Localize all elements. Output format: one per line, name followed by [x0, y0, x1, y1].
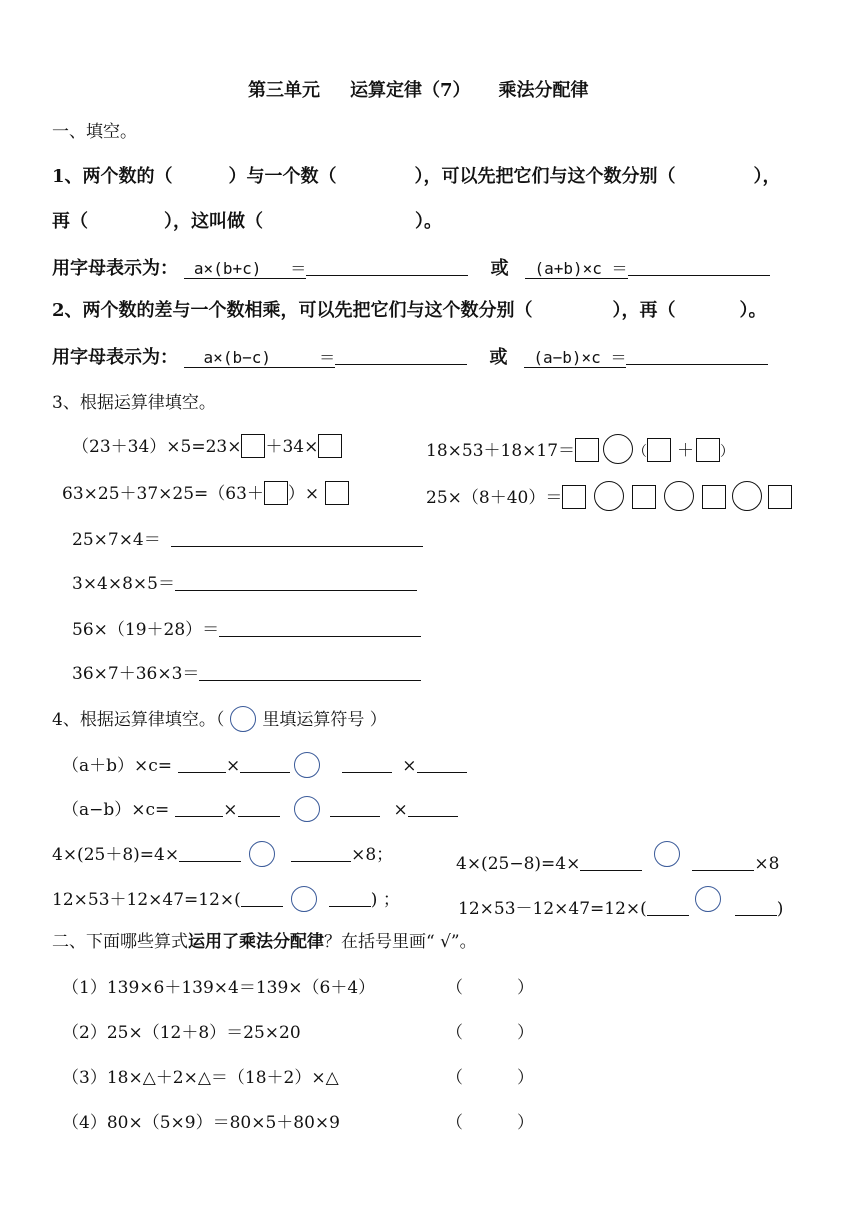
q4-row2: （a−b）×c= × × — [62, 796, 458, 822]
section2-item-2: （2）25×（12＋8）＝25×20 — [62, 1023, 301, 1043]
q3-calc-3: 56×（19＋28）＝ — [72, 616, 421, 642]
q2-formula-right: (a−b)×c ＝ — [533, 348, 627, 367]
blank-line[interactable] — [178, 752, 226, 773]
blank-line[interactable] — [408, 796, 458, 817]
blank-line[interactable] — [330, 796, 380, 817]
answer-box[interactable] — [325, 481, 349, 505]
blank-line[interactable] — [291, 841, 351, 862]
operator-circle[interactable] — [695, 886, 721, 912]
q3-row2-right: 25×（8＋40）＝ — [426, 481, 792, 511]
q4-row4-right: 12×53－12×47=12×( ) — [458, 886, 783, 921]
page-title — [248, 79, 589, 103]
answer-circle[interactable] — [732, 481, 762, 511]
circle-symbol-icon — [230, 706, 256, 732]
q1-formula: 用字母表示为： a×(b+c) ＝ 或 (a+b)×c ＝ — [52, 255, 770, 281]
check-paren-4[interactable]: （ ） — [446, 1113, 535, 1133]
q1-formula-right: (a+b)×c ＝ — [534, 259, 628, 278]
calc-answer-line[interactable] — [219, 616, 421, 637]
q4-row3-right: 4×(25−8)=4× ×8 — [456, 841, 779, 876]
check-paren-2[interactable]: （ ） — [446, 1023, 535, 1043]
q2-answer-line-1[interactable] — [335, 344, 467, 365]
blank-line[interactable] — [179, 841, 241, 862]
q4-row4-left: 12×53＋12×47=12×( ) ； — [52, 886, 400, 912]
operator-circle[interactable] — [294, 752, 320, 778]
answer-box[interactable] — [241, 434, 265, 458]
q1-line2: 再（ ），这叫做（ ）。 — [52, 211, 442, 232]
answer-circle[interactable] — [664, 481, 694, 511]
q4-row1: （a＋b）×c= × × — [62, 752, 467, 778]
answer-box[interactable] — [318, 434, 342, 458]
q4-heading: 4、根据运算律填空。（ 里填运算符号 ） — [52, 706, 387, 732]
answer-box[interactable] — [696, 438, 720, 462]
q3-row2-left: 63×25＋37×25=（63＋ ）× — [62, 481, 349, 506]
q1-line1: 1、两个数的（ ）与一个数（ ），可以先把它们与这个数分别（ ）， — [52, 166, 781, 187]
blank-line[interactable] — [735, 895, 777, 916]
calc-answer-line[interactable] — [199, 660, 421, 681]
section2-item-3: （3）18×△＋2×△＝（18＋2）×△ — [62, 1068, 339, 1088]
q1-answer-line-1[interactable] — [306, 255, 468, 276]
q1-formula-left: a×(b+c) — [193, 259, 262, 278]
q4-row3-left: 4×(25＋8)=4× ×8； — [52, 841, 393, 867]
answer-box[interactable] — [632, 485, 656, 509]
q2-line1: 2、两个数的差与一个数相乘，可以先把它们与这个数分别（ ），再（ ）。 — [52, 300, 767, 321]
operator-circle[interactable] — [291, 886, 317, 912]
section2-item-4: （4）80×（5×9）＝80×5＋80×9 — [62, 1113, 340, 1133]
blank-line[interactable] — [692, 850, 754, 871]
blank-line[interactable] — [329, 886, 371, 907]
blank-line[interactable] — [241, 886, 283, 907]
blank-line[interactable] — [580, 850, 642, 871]
q2-formula-left: a×(b−c) — [203, 348, 271, 367]
answer-box[interactable] — [768, 485, 792, 509]
q2-answer-line-2[interactable] — [626, 344, 768, 365]
blank-line[interactable] — [647, 895, 689, 916]
operator-circle[interactable] — [654, 841, 680, 867]
q2-formula: 用字母表示为： a×(b−c) ＝ 或 (a−b)×c ＝ — [52, 344, 768, 370]
blank-line[interactable] — [342, 752, 392, 773]
q3-row1-left: （23＋34）×5=23× ＋34× — [72, 434, 342, 459]
answer-box[interactable] — [702, 485, 726, 509]
q3-heading: 3、根据运算律填空。 — [52, 393, 216, 413]
q3-calc-1: 25×7×4＝ — [72, 526, 423, 552]
blank-line[interactable] — [175, 796, 223, 817]
blank-line[interactable] — [238, 796, 280, 817]
title-topic: 运算定律（7） — [350, 80, 471, 101]
title-subject: 乘法分配律 — [498, 80, 589, 101]
q1-answer-line-2[interactable] — [628, 255, 770, 276]
blank-line[interactable] — [417, 752, 467, 773]
calc-answer-line[interactable] — [171, 526, 423, 547]
operator-circle[interactable] — [249, 841, 275, 867]
q1-or: 或 — [490, 258, 509, 279]
q3-calc-2: 3×4×8×5＝ — [72, 570, 417, 596]
answer-circle[interactable] — [594, 481, 624, 511]
answer-box[interactable] — [575, 438, 599, 462]
check-paren-1[interactable]: （ ） — [446, 978, 535, 998]
calc-answer-line[interactable] — [175, 570, 417, 591]
answer-box[interactable] — [562, 485, 586, 509]
answer-circle[interactable] — [603, 434, 633, 464]
operator-circle[interactable] — [294, 796, 320, 822]
q3-row1-right: 18×53＋18×17＝ （ ＋ ） — [426, 434, 734, 464]
answer-box[interactable] — [647, 438, 671, 462]
section2-item-1: （1）139×6＋139×4＝139×（6＋4） — [62, 978, 376, 998]
check-paren-3[interactable]: （ ） — [446, 1068, 535, 1088]
q2-or: 或 — [489, 347, 508, 368]
title-unit: 第三单元 — [248, 80, 320, 101]
blank-line[interactable] — [240, 752, 290, 773]
answer-box[interactable] — [264, 481, 288, 505]
section2-heading: 二、下面哪些算式运用了乘法分配律？在括号里画“ √”。 — [52, 932, 477, 952]
section1-heading: 一、填空。 — [52, 122, 137, 142]
q3-calc-4: 36×7＋36×3＝ — [72, 660, 421, 686]
